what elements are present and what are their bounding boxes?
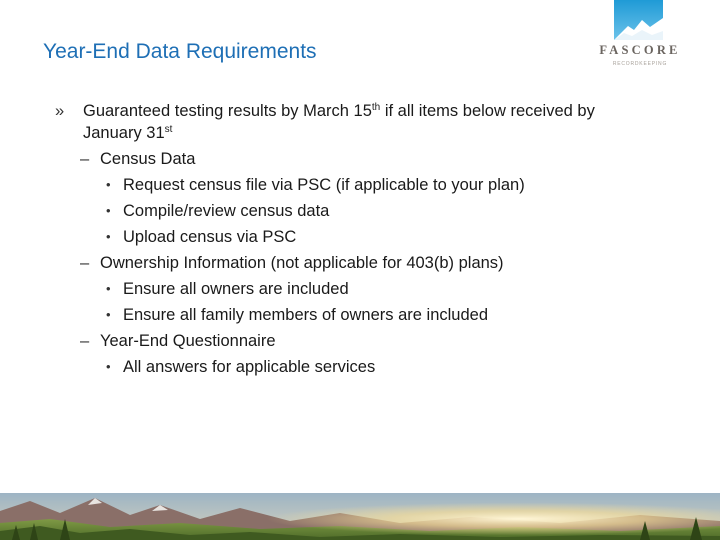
dash-marker: –: [80, 254, 90, 272]
ownership-item: Ensure all owners are included: [123, 280, 349, 298]
main-bullet-text-a: Guaranteed testing results by March 15: [83, 102, 372, 120]
slide-title: Year-End Data Requirements: [43, 40, 317, 63]
ownership-heading: Ownership Information (not applicable for 403(b) plans): [100, 254, 504, 272]
dot-marker: •: [106, 177, 111, 192]
main-bullet-marker: »: [55, 102, 65, 120]
census-data-heading: Census Data: [100, 150, 196, 168]
main-bullet-line-2: [83, 120, 172, 146]
questionnaire-item: All answers for applicable services: [123, 358, 376, 376]
questionnaire-heading: Year-End Questionnaire: [100, 332, 276, 350]
logo-wordmark: FASCORE: [599, 43, 681, 57]
dot-marker: •: [106, 281, 111, 296]
dash-marker: –: [80, 150, 90, 168]
main-bullet-text-c: January 31: [83, 124, 165, 142]
census-item: Request census file via PSC (if applicable to your plan): [123, 176, 525, 194]
dot-marker: •: [106, 307, 111, 322]
main-bullet-sup-1: th: [371, 102, 381, 113]
dot-marker: •: [106, 203, 111, 218]
dot-marker: •: [106, 229, 111, 244]
main-bullet-text-b: if all items below received by: [380, 102, 595, 120]
logo-tagline: RECORDKEEPING: [612, 61, 668, 67]
census-item: Upload census via PSC: [123, 228, 297, 246]
mountain-landscape-banner: [0, 493, 720, 540]
dash-marker: –: [80, 332, 90, 350]
ownership-item: Ensure all family members of owners are included: [123, 306, 488, 324]
dot-marker: •: [106, 359, 111, 374]
main-bullet-sup-2: st: [164, 124, 173, 135]
census-item: Compile/review census data: [123, 202, 330, 220]
